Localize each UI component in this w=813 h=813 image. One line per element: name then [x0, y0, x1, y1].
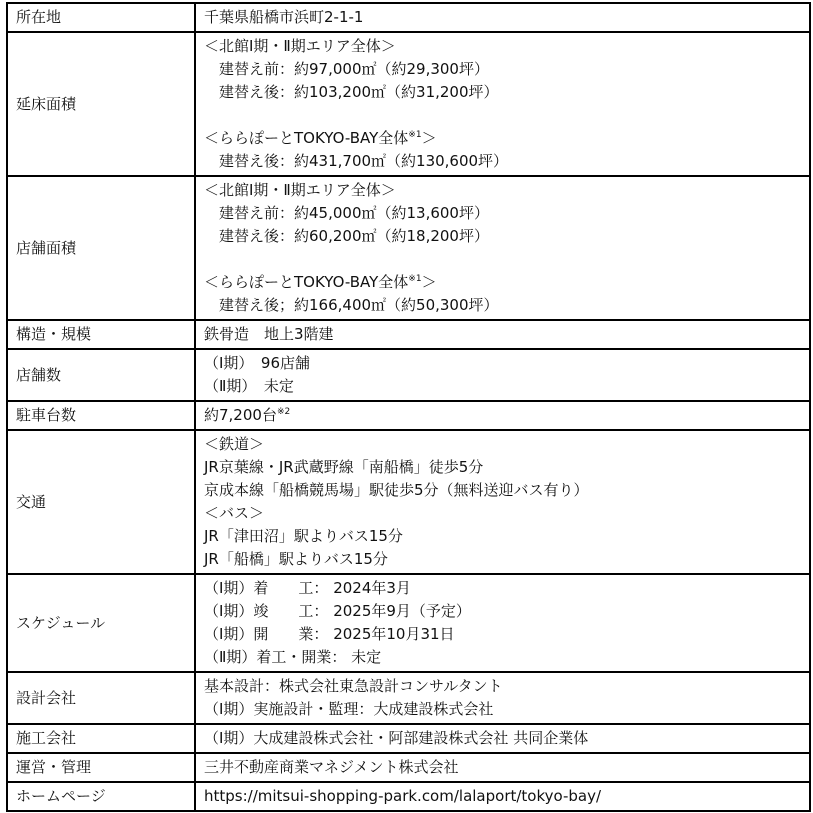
table-row-homepage	[7, 782, 810, 811]
value-text: ＜北館Ⅰ期・Ⅱ期エリア全体＞	[204, 181, 396, 199]
row-label-location: 所在地	[7, 3, 195, 32]
value-line	[204, 698, 801, 721]
value-line	[204, 225, 801, 248]
value-text: （Ⅰ期）実施設計・監理：大成建設株式会社	[204, 700, 494, 718]
value-text: 約7,200台	[204, 406, 277, 424]
value-line	[204, 150, 801, 173]
value-line	[204, 81, 801, 104]
value-text: 三井不動産商業マネジメント株式会社	[204, 758, 459, 776]
value-line	[204, 577, 801, 600]
value-text: 建替え前：約45,000㎡（約13,600坪）	[204, 204, 489, 222]
value-text: ＜ららぽーとTOKYO-BAY全体	[204, 129, 409, 147]
value-text: JR「津田沼」駅よりバス15分	[204, 527, 403, 545]
value-line	[204, 294, 801, 317]
value-line	[204, 600, 801, 623]
value-text: ＜バス＞	[204, 504, 265, 522]
row-value-construction-company	[195, 724, 810, 753]
value-line	[204, 202, 801, 225]
row-value-total-floor-area	[195, 32, 810, 176]
value-text: 千葉県船橋市浜町2-1-1	[204, 8, 364, 26]
row-value-parking-capacity	[195, 401, 810, 430]
value-line	[204, 502, 801, 525]
value-text: JR「船橋」駅よりバス15分	[204, 550, 388, 568]
value-line	[204, 646, 801, 669]
row-label-homepage: ホームページ	[7, 782, 195, 811]
value-line	[204, 179, 801, 202]
value-line	[204, 433, 801, 456]
table-row-store-count	[7, 349, 810, 401]
table-row-access	[7, 430, 810, 574]
value-text: （Ⅰ期）開 業： 2025年10月31日	[204, 625, 455, 643]
row-value-access	[195, 430, 810, 574]
footnote-marker: ※2	[276, 407, 291, 417]
value-line	[204, 352, 801, 375]
value-text: 建替え後：約60,200㎡（約18,200坪）	[204, 227, 489, 245]
value-line	[204, 479, 801, 502]
value-line	[204, 548, 801, 571]
row-label-store-floor-area: 店舗面積	[7, 176, 195, 320]
value-line	[204, 58, 801, 81]
row-value-structure-scale	[195, 320, 810, 349]
footnote-marker: ※1	[408, 130, 422, 140]
value-line	[204, 727, 801, 750]
row-value-schedule	[195, 574, 810, 672]
value-line	[204, 456, 801, 479]
value-text: ＜北館Ⅰ期・Ⅱ期エリア全体＞	[204, 37, 396, 55]
value-text: 基本設計：株式会社東急設計コンサルタント	[204, 677, 503, 695]
value-line	[204, 525, 801, 548]
value-line	[204, 6, 801, 29]
value-line	[204, 271, 801, 294]
table-row-parking-capacity	[7, 401, 810, 430]
value-line	[204, 404, 801, 427]
value-line	[204, 675, 801, 698]
table-row-schedule	[7, 574, 810, 672]
value-text: （Ⅰ期）大成建設株式会社・阿部建設株式会社 共同企業体	[204, 729, 589, 747]
facility-spec-table-body	[7, 3, 810, 811]
value-text: ＜ららぽーとTOKYO-BAY全体	[204, 273, 409, 291]
row-label-parking-capacity: 駐車台数	[7, 401, 195, 430]
value-text: https://mitsui-shopping-park.com/lalaport/tokyo-bay/	[204, 787, 602, 805]
value-text: 建替え後：約103,200㎡（約31,200坪）	[204, 83, 499, 101]
table-row-operation-management	[7, 753, 810, 782]
value-text: 建替え前：約97,000㎡（約29,300坪）	[204, 60, 489, 78]
row-value-homepage[interactable]	[195, 782, 810, 811]
table-row-structure-scale	[7, 320, 810, 349]
table-row-location	[7, 3, 810, 32]
table-row-total-floor-area	[7, 32, 810, 176]
value-line	[204, 375, 801, 398]
value-text: （Ⅱ期） 未定	[204, 377, 294, 395]
row-value-store-count	[195, 349, 810, 401]
value-line	[204, 323, 801, 346]
value-text: ＞	[421, 129, 437, 147]
row-label-operation-management: 運営・管理	[7, 753, 195, 782]
value-text: 建替え後；約166,400㎡（約50,300坪）	[204, 296, 499, 314]
blank-line	[204, 104, 801, 127]
value-line	[204, 756, 801, 779]
row-label-structure-scale: 構造・規模	[7, 320, 195, 349]
value-text: ＞	[421, 273, 437, 291]
value-text: （Ⅱ期）着工・開業： 未定	[204, 648, 382, 666]
row-label-access: 交通	[7, 430, 195, 574]
value-text: （Ⅰ期）竣 工： 2025年9月（予定）	[204, 602, 471, 620]
row-label-construction-company: 施工会社	[7, 724, 195, 753]
value-text: JR京葉線・JR武蔵野線「南船橋」徒歩5分	[204, 458, 484, 476]
row-value-store-floor-area	[195, 176, 810, 320]
value-line	[204, 35, 801, 58]
table-row-construction-company	[7, 724, 810, 753]
footnote-marker: ※1	[408, 274, 422, 284]
row-value-location	[195, 3, 810, 32]
value-text: ＜鉄道＞	[204, 435, 265, 453]
row-label-schedule: スケジュール	[7, 574, 195, 672]
facility-spec-table	[6, 2, 811, 812]
row-value-design-company	[195, 672, 810, 724]
value-text: （Ⅰ期）着 工： 2024年3月	[204, 579, 411, 597]
value-line	[204, 127, 801, 150]
table-row-design-company	[7, 672, 810, 724]
blank-line	[204, 248, 801, 271]
value-line	[204, 623, 801, 646]
value-text: （Ⅰ期） 96店舗	[204, 354, 311, 372]
row-label-design-company: 設計会社	[7, 672, 195, 724]
value-text: 建替え後：約431,700㎡（約130,600坪）	[204, 152, 509, 170]
row-label-total-floor-area: 延床面積	[7, 32, 195, 176]
value-text: 京成本線「船橋競馬場」駅徒歩5分（無料送迎バス有り）	[204, 481, 589, 499]
value-text: 鉄骨造 地上3階建	[204, 325, 334, 343]
row-label-store-count: 店舗数	[7, 349, 195, 401]
table-row-store-floor-area	[7, 176, 810, 320]
row-value-operation-management	[195, 753, 810, 782]
value-line	[204, 785, 801, 808]
